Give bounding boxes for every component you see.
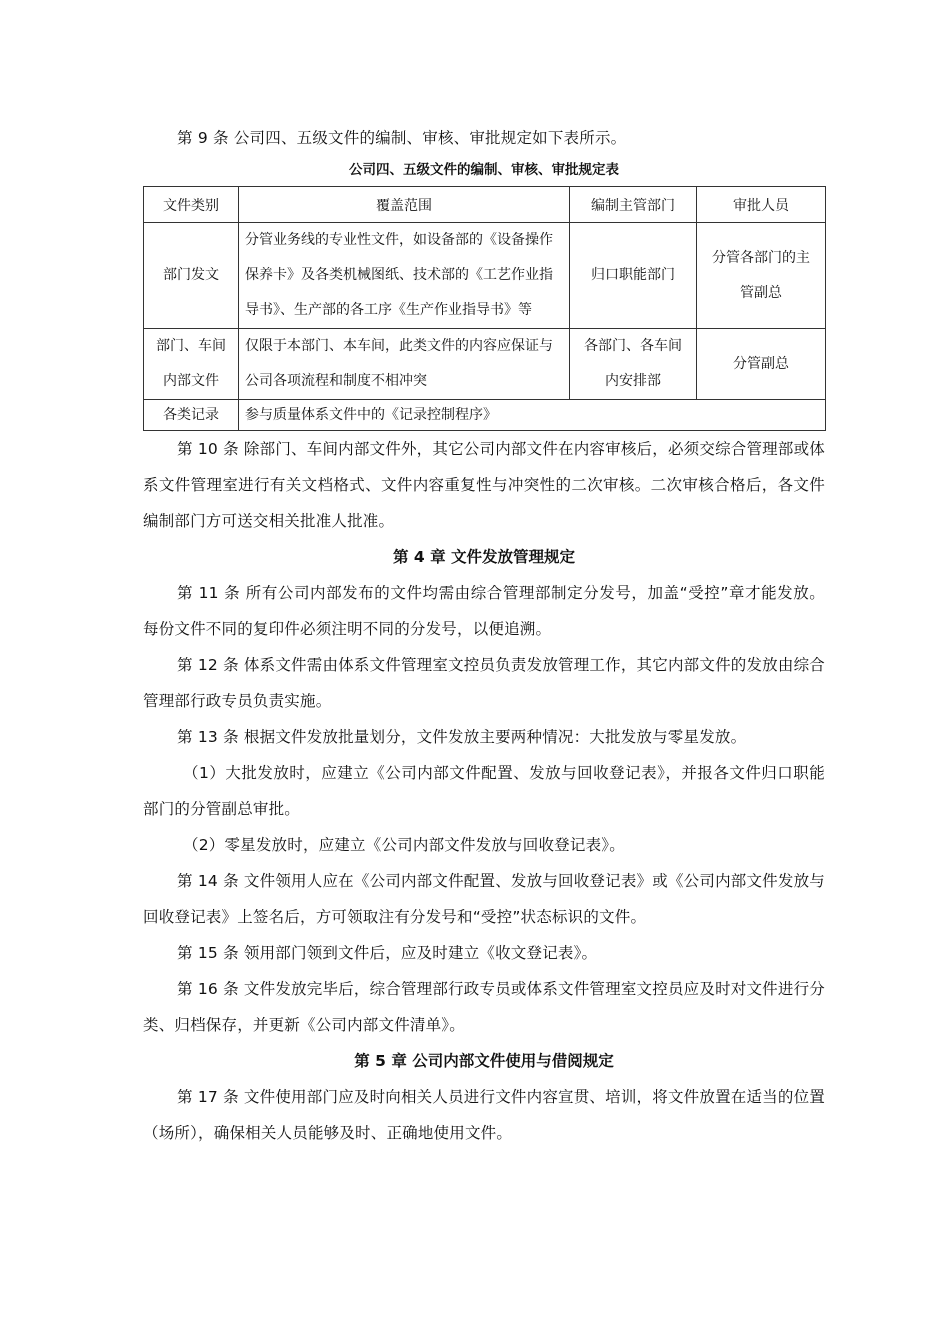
article-16: 第 16 条 文件发放完毕后，综合管理部行政专员或体系文件管理室文控员应及时对文件进行分类、归档保存，并更新《公司内部文件清单》。	[143, 980, 825, 1034]
header-scope: 覆盖范围	[239, 187, 570, 223]
article-14: 第 14 条 文件领用人应在《公司内部文件配置、发放与回收登记表》或《公司内部文件发放与回收登记表》上签名后，方可领取注有分发号和“受控”状态标识的文件。	[143, 872, 825, 926]
header-category: 文件类别	[144, 187, 239, 223]
article-12: 第 12 条 体系文件需由体系文件管理室文控员负责发放管理工作，其它内部文件的发放由综合管理部行政专员负责实施。	[143, 656, 825, 710]
article-17: 第 17 条 文件使用部门应及时向相关人员进行文件内容宣贯、培训，将文件放置在适当的位置（场所），确保相关人员能够及时、正确地使用文件。	[143, 1088, 825, 1142]
table-header-row	[144, 187, 826, 223]
chapter-5-heading: 第 5 章 公司内部文件使用与借阅规定	[354, 1052, 614, 1070]
article-10: 第 10 条 除部门、车间内部文件外，其它公司内部文件在内容审核后，必须交综合管理部或体系文件管理室进行有关文档格式、文件内容重复性与冲突性的二次审核。二次审核合格后，各文件编制部门方可送交相关批准人批准。	[143, 440, 825, 530]
chapter-4-heading: 第 4 章 文件发放管理规定	[393, 548, 575, 566]
cell-dept: 各部门、各车间内安排部	[570, 329, 697, 400]
header-approver: 审批人员	[697, 187, 826, 223]
cell-approver: 分管副总	[697, 329, 826, 400]
table-row	[144, 223, 826, 329]
cell-category: 部门发文	[144, 223, 239, 329]
cell-scope: 参与质量体系文件中的《记录控制程序》	[239, 400, 826, 431]
cell-approver: 分管各部门的主管副总	[697, 223, 826, 329]
cell-category: 各类记录	[144, 400, 239, 431]
article-11: 第 11 条 所有公司内部发布的文件均需由综合管理部制定分发号，加盖“受控”章才能发放。每份文件不同的复印件必须注明不同的分发号，以便追溯。	[143, 584, 825, 638]
cell-scope: 仅限于本部门、本车间，此类文件的内容应保证与公司各项流程和制度不相冲突	[239, 329, 570, 400]
article-13-item-1: （1）大批发放时，应建立《公司内部文件配置、发放与回收登记表》，并报各文件归口职能部门的分管副总审批。	[143, 764, 825, 818]
cell-category: 部门、车间内部文件	[144, 329, 239, 400]
regulation-table	[143, 186, 826, 431]
article-13-item-2: （2）零星发放时，应建立《公司内部文件发放与回收登记表》。	[183, 836, 625, 854]
header-dept: 编制主管部门	[570, 187, 697, 223]
article-15: 第 15 条 领用部门领到文件后，应及时建立《收文登记表》。	[177, 944, 598, 962]
cell-dept: 归口职能部门	[570, 223, 697, 329]
table-row	[144, 400, 826, 431]
article-9: 第 9 条 公司四、五级文件的编制、审核、审批规定如下表所示。	[177, 129, 627, 147]
article-13: 第 13 条 根据文件发放批量划分，文件发放主要两种情况：大批发放与零星发放。	[177, 728, 747, 746]
document-page	[143, 120, 825, 1151]
table-row	[144, 329, 826, 400]
table-title: 公司四、五级文件的编制、审核、审批规定表	[349, 162, 619, 178]
cell-scope: 分管业务线的专业性文件，如设备部的《设备操作保养卡》及各类机械图纸、技术部的《工艺作业指导书》、生产部的各工序《生产作业指导书》等	[239, 223, 570, 329]
